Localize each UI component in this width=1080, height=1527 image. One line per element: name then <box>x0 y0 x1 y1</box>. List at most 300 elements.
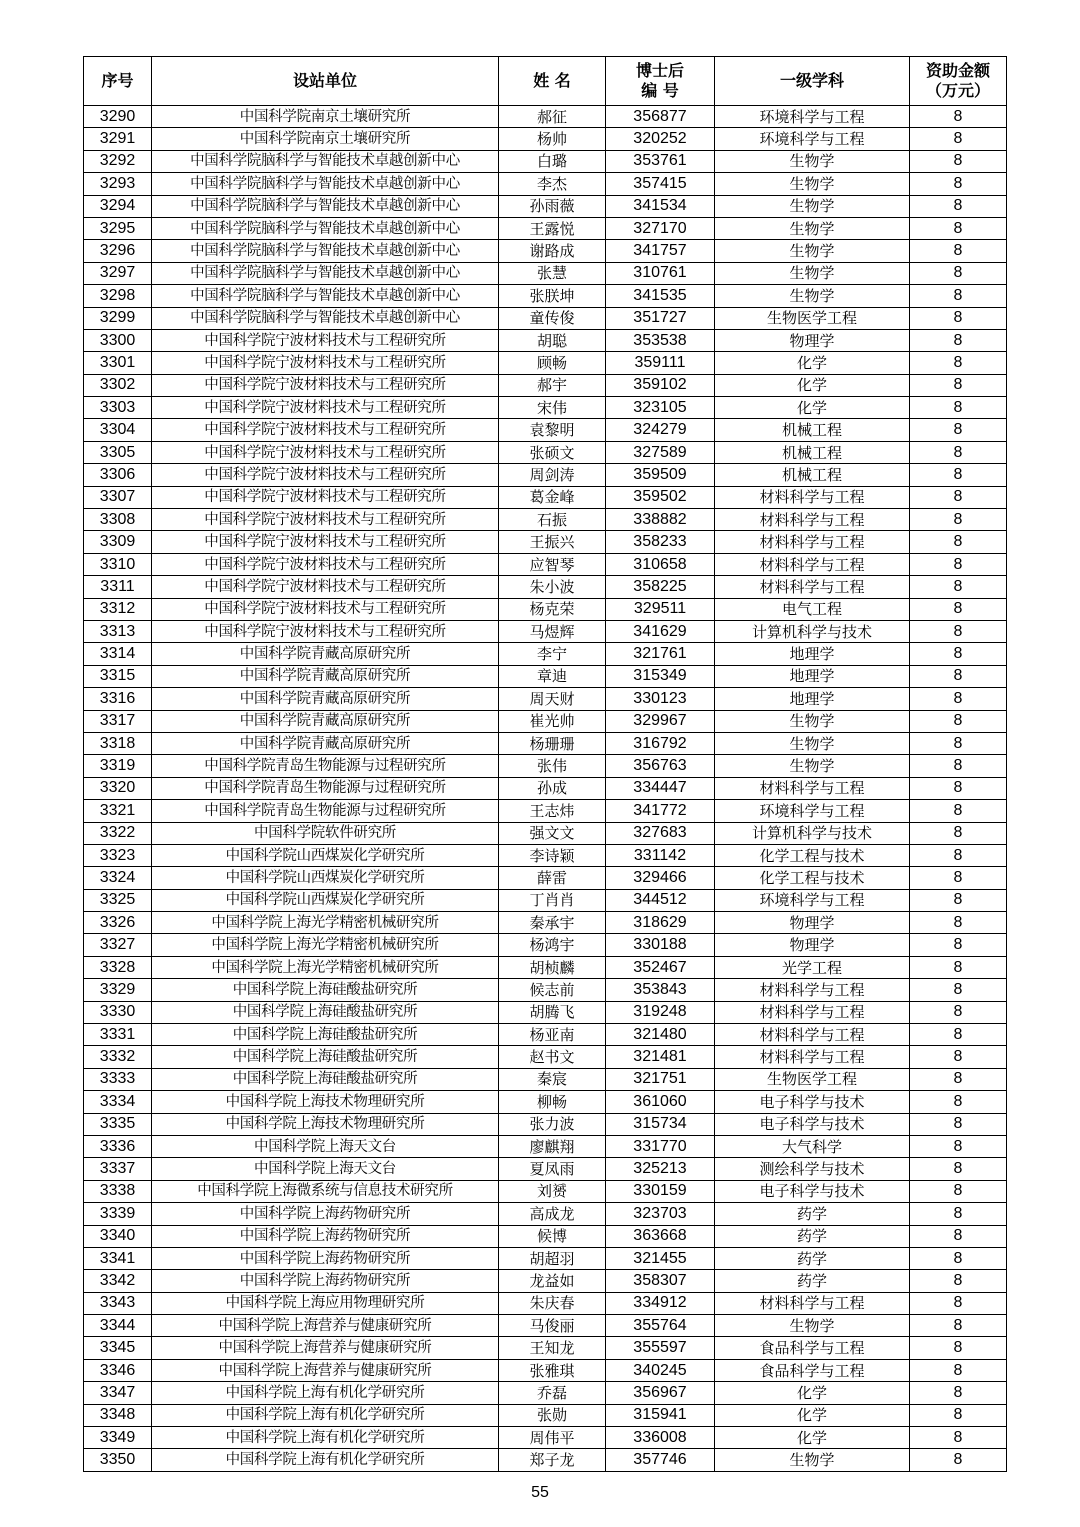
row-seq: 3313 <box>84 620 152 642</box>
row-unit: 中国科学院宁波材料技术与工程研究所 <box>152 553 499 575</box>
row-name: 杨珊珊 <box>499 732 606 754</box>
row-postdoc-id: 357746 <box>606 1449 715 1471</box>
row-postdoc-id: 341772 <box>606 800 715 822</box>
row-seq: 3307 <box>84 486 152 508</box>
row-amount: 8 <box>910 464 1007 486</box>
row-unit: 中国科学院上海有机化学研究所 <box>152 1404 499 1426</box>
row-seq: 3335 <box>84 1113 152 1135</box>
row-discipline: 化学 <box>715 352 910 374</box>
row-amount: 8 <box>910 240 1007 262</box>
row-discipline: 生物学 <box>715 285 910 307</box>
row-name: 龙益如 <box>499 1270 606 1292</box>
row-unit: 中国科学院宁波材料技术与工程研究所 <box>152 329 499 351</box>
table-row <box>84 665 1007 687</box>
row-discipline: 生物学 <box>715 150 910 172</box>
row-amount: 8 <box>910 710 1007 732</box>
row-unit: 中国科学院脑科学与智能技术卓越创新中心 <box>152 195 499 217</box>
row-seq: 3348 <box>84 1404 152 1426</box>
row-discipline: 材料科学与工程 <box>715 486 910 508</box>
row-amount: 8 <box>910 844 1007 866</box>
table-row <box>84 419 1007 441</box>
table-row <box>84 1113 1007 1135</box>
row-amount: 8 <box>910 867 1007 889</box>
row-name: 胡桢麟 <box>499 956 606 978</box>
row-postdoc-id: 330159 <box>606 1180 715 1202</box>
row-amount: 8 <box>910 822 1007 844</box>
row-name: 秦承宇 <box>499 912 606 934</box>
row-discipline: 材料科学与工程 <box>715 1024 910 1046</box>
row-name: 赵书文 <box>499 1046 606 1068</box>
row-name: 秦宸 <box>499 1068 606 1090</box>
row-postdoc-id: 363668 <box>606 1225 715 1247</box>
row-unit: 中国科学院南京土壤研究所 <box>152 128 499 150</box>
row-seq: 3341 <box>84 1247 152 1269</box>
row-unit: 中国科学院上海营养与健康研究所 <box>152 1337 499 1359</box>
row-seq: 3302 <box>84 374 152 396</box>
row-discipline: 材料科学与工程 <box>715 509 910 531</box>
row-unit: 中国科学院上海药物研究所 <box>152 1270 499 1292</box>
row-amount: 8 <box>910 1113 1007 1135</box>
row-amount: 8 <box>910 1135 1007 1157</box>
row-unit: 中国科学院脑科学与智能技术卓越创新中心 <box>152 150 499 172</box>
table-row <box>84 329 1007 351</box>
row-discipline: 计算机科学与技术 <box>715 822 910 844</box>
table-row <box>84 1292 1007 1314</box>
row-seq: 3306 <box>84 464 152 486</box>
row-discipline: 生物学 <box>715 755 910 777</box>
row-discipline: 环境科学与工程 <box>715 889 910 911</box>
row-postdoc-id: 359502 <box>606 486 715 508</box>
row-postdoc-id: 310761 <box>606 262 715 284</box>
row-postdoc-id: 330188 <box>606 934 715 956</box>
row-seq: 3304 <box>84 419 152 441</box>
row-seq: 3298 <box>84 285 152 307</box>
row-discipline: 环境科学与工程 <box>715 128 910 150</box>
row-seq: 3308 <box>84 509 152 531</box>
row-amount: 8 <box>910 643 1007 665</box>
row-seq: 3325 <box>84 889 152 911</box>
row-postdoc-id: 330123 <box>606 688 715 710</box>
row-name: 张伟 <box>499 755 606 777</box>
row-name: 崔光帅 <box>499 710 606 732</box>
row-name: 石振 <box>499 509 606 531</box>
row-name: 周剑涛 <box>499 464 606 486</box>
row-unit: 中国科学院上海硅酸盐研究所 <box>152 979 499 1001</box>
row-seq: 3303 <box>84 397 152 419</box>
table-row <box>84 1046 1007 1068</box>
row-discipline: 化学工程与技术 <box>715 867 910 889</box>
row-discipline: 材料科学与工程 <box>715 531 910 553</box>
row-name: 王志炜 <box>499 800 606 822</box>
row-postdoc-id: 353538 <box>606 329 715 351</box>
row-discipline: 电子科学与技术 <box>715 1091 910 1113</box>
row-unit: 中国科学院上海天文台 <box>152 1158 499 1180</box>
row-discipline: 药学 <box>715 1247 910 1269</box>
row-discipline: 电子科学与技术 <box>715 1113 910 1135</box>
row-discipline: 材料科学与工程 <box>715 1292 910 1314</box>
row-seq: 3336 <box>84 1135 152 1157</box>
table-row <box>84 1427 1007 1449</box>
row-amount: 8 <box>910 217 1007 239</box>
row-postdoc-id: 324279 <box>606 419 715 441</box>
row-discipline: 物理学 <box>715 934 910 956</box>
row-amount: 8 <box>910 173 1007 195</box>
row-seq: 3329 <box>84 979 152 1001</box>
row-seq: 3346 <box>84 1359 152 1381</box>
row-unit: 中国科学院上海技术物理研究所 <box>152 1091 499 1113</box>
row-discipline: 环境科学与工程 <box>715 800 910 822</box>
row-unit: 中国科学院上海有机化学研究所 <box>152 1382 499 1404</box>
row-postdoc-id: 355764 <box>606 1315 715 1337</box>
row-discipline: 大气科学 <box>715 1135 910 1157</box>
row-unit: 中国科学院青岛生物能源与过程研究所 <box>152 777 499 799</box>
row-name: 丁肖肖 <box>499 889 606 911</box>
row-amount: 8 <box>910 150 1007 172</box>
row-postdoc-id: 338882 <box>606 509 715 531</box>
row-name: 谢路成 <box>499 240 606 262</box>
row-seq: 3342 <box>84 1270 152 1292</box>
row-seq: 3293 <box>84 173 152 195</box>
row-amount: 8 <box>910 329 1007 351</box>
row-postdoc-id: 320252 <box>606 128 715 150</box>
row-discipline: 化学 <box>715 1404 910 1426</box>
table-row <box>84 509 1007 531</box>
row-name: 马煜辉 <box>499 620 606 642</box>
row-unit: 中国科学院上海技术物理研究所 <box>152 1113 499 1135</box>
row-name: 张硕文 <box>499 441 606 463</box>
row-unit: 中国科学院南京土壤研究所 <box>152 106 499 128</box>
row-seq: 3316 <box>84 688 152 710</box>
row-unit: 中国科学院上海营养与健康研究所 <box>152 1315 499 1337</box>
row-postdoc-id: 358307 <box>606 1270 715 1292</box>
row-seq: 3310 <box>84 553 152 575</box>
row-unit: 中国科学院上海硅酸盐研究所 <box>152 1068 499 1090</box>
row-seq: 3349 <box>84 1427 152 1449</box>
table-row <box>84 1091 1007 1113</box>
table-header-row <box>84 57 1007 106</box>
table-row <box>84 486 1007 508</box>
table-row <box>84 732 1007 754</box>
row-unit: 中国科学院宁波材料技术与工程研究所 <box>152 464 499 486</box>
row-postdoc-id: 331142 <box>606 844 715 866</box>
row-name: 李诗颖 <box>499 844 606 866</box>
row-postdoc-id: 321481 <box>606 1046 715 1068</box>
row-amount: 8 <box>910 1404 1007 1426</box>
row-seq: 3321 <box>84 800 152 822</box>
row-postdoc-id: 321480 <box>606 1024 715 1046</box>
table-row <box>84 800 1007 822</box>
row-postdoc-id: 336008 <box>606 1427 715 1449</box>
row-discipline: 化学 <box>715 374 910 396</box>
row-name: 胡聪 <box>499 329 606 351</box>
row-amount: 8 <box>910 912 1007 934</box>
row-discipline: 化学 <box>715 1382 910 1404</box>
row-discipline: 生物学 <box>715 1315 910 1337</box>
row-seq: 3311 <box>84 576 152 598</box>
row-discipline: 材料科学与工程 <box>715 1001 910 1023</box>
row-seq: 3290 <box>84 106 152 128</box>
row-amount: 8 <box>910 1382 1007 1404</box>
row-seq: 3338 <box>84 1180 152 1202</box>
row-postdoc-id: 341534 <box>606 195 715 217</box>
row-unit: 中国科学院脑科学与智能技术卓越创新中心 <box>152 262 499 284</box>
row-seq: 3296 <box>84 240 152 262</box>
row-name: 胡超羽 <box>499 1247 606 1269</box>
table-row <box>84 195 1007 217</box>
row-seq: 3324 <box>84 867 152 889</box>
row-unit: 中国科学院宁波材料技术与工程研究所 <box>152 620 499 642</box>
row-amount: 8 <box>910 106 1007 128</box>
row-discipline: 测绘科学与技术 <box>715 1158 910 1180</box>
row-seq: 3340 <box>84 1225 152 1247</box>
row-name: 童传俊 <box>499 307 606 329</box>
row-postdoc-id: 319248 <box>606 1001 715 1023</box>
row-postdoc-id: 358233 <box>606 531 715 553</box>
row-seq: 3300 <box>84 329 152 351</box>
row-seq: 3319 <box>84 755 152 777</box>
table-row <box>84 710 1007 732</box>
row-amount: 8 <box>910 1292 1007 1314</box>
row-name: 候志前 <box>499 979 606 1001</box>
row-amount: 8 <box>910 956 1007 978</box>
row-name: 杨亚南 <box>499 1024 606 1046</box>
table-row <box>84 1158 1007 1180</box>
row-discipline: 地理学 <box>715 643 910 665</box>
row-amount: 8 <box>910 1247 1007 1269</box>
row-unit: 中国科学院宁波材料技术与工程研究所 <box>152 352 499 374</box>
row-unit: 中国科学院上海药物研究所 <box>152 1203 499 1225</box>
row-amount: 8 <box>910 1180 1007 1202</box>
row-amount: 8 <box>910 1001 1007 1023</box>
row-name: 夏凤雨 <box>499 1158 606 1180</box>
row-seq: 3305 <box>84 441 152 463</box>
row-amount: 8 <box>910 1427 1007 1449</box>
row-name: 刘赟 <box>499 1180 606 1202</box>
row-seq: 3343 <box>84 1292 152 1314</box>
row-discipline: 生物学 <box>715 240 910 262</box>
row-unit: 中国科学院宁波材料技术与工程研究所 <box>152 486 499 508</box>
funding-table <box>83 56 1007 1472</box>
row-amount: 8 <box>910 1068 1007 1090</box>
header-amount-line2: （万元） <box>925 81 990 100</box>
row-unit: 中国科学院脑科学与智能技术卓越创新中心 <box>152 285 499 307</box>
row-amount: 8 <box>910 307 1007 329</box>
row-amount: 8 <box>910 1449 1007 1471</box>
row-unit: 中国科学院宁波材料技术与工程研究所 <box>152 441 499 463</box>
row-discipline: 电气工程 <box>715 598 910 620</box>
row-unit: 中国科学院上海光学精密机械研究所 <box>152 956 499 978</box>
table-row <box>84 150 1007 172</box>
row-name: 王知龙 <box>499 1337 606 1359</box>
row-postdoc-id: 321751 <box>606 1068 715 1090</box>
row-seq: 3333 <box>84 1068 152 1090</box>
row-discipline: 药学 <box>715 1203 910 1225</box>
row-name: 朱小波 <box>499 576 606 598</box>
row-name: 章迪 <box>499 665 606 687</box>
row-seq: 3322 <box>84 822 152 844</box>
row-postdoc-id: 341535 <box>606 285 715 307</box>
row-postdoc-id: 353761 <box>606 150 715 172</box>
table-row <box>84 620 1007 642</box>
row-postdoc-id: 329466 <box>606 867 715 889</box>
header-amount-line1: 资助金额 <box>925 61 990 80</box>
row-seq: 3301 <box>84 352 152 374</box>
row-discipline: 化学 <box>715 397 910 419</box>
row-name: 李杰 <box>499 173 606 195</box>
row-amount: 8 <box>910 800 1007 822</box>
row-amount: 8 <box>910 889 1007 911</box>
row-amount: 8 <box>910 553 1007 575</box>
row-amount: 8 <box>910 665 1007 687</box>
row-name: 葛金峰 <box>499 486 606 508</box>
row-name: 周伟平 <box>499 1427 606 1449</box>
table-row <box>84 1315 1007 1337</box>
table-row <box>84 531 1007 553</box>
row-name: 袁黎明 <box>499 419 606 441</box>
row-amount: 8 <box>910 1337 1007 1359</box>
row-discipline: 机械工程 <box>715 441 910 463</box>
row-seq: 3350 <box>84 1449 152 1471</box>
row-seq: 3309 <box>84 531 152 553</box>
row-amount: 8 <box>910 979 1007 1001</box>
table-row <box>84 1270 1007 1292</box>
table-row <box>84 285 1007 307</box>
row-postdoc-id: 334447 <box>606 777 715 799</box>
row-name: 薛雷 <box>499 867 606 889</box>
row-seq: 3327 <box>84 934 152 956</box>
row-name: 强文文 <box>499 822 606 844</box>
row-amount: 8 <box>910 486 1007 508</box>
row-seq: 3294 <box>84 195 152 217</box>
row-unit: 中国科学院脑科学与智能技术卓越创新中心 <box>152 173 499 195</box>
table-row <box>84 553 1007 575</box>
table-row <box>84 598 1007 620</box>
table-row <box>84 867 1007 889</box>
row-name: 郝征 <box>499 106 606 128</box>
row-name: 孙雨薇 <box>499 195 606 217</box>
row-amount: 8 <box>910 620 1007 642</box>
row-name: 孙成 <box>499 777 606 799</box>
table-row <box>84 217 1007 239</box>
table-row <box>84 777 1007 799</box>
row-seq: 3315 <box>84 665 152 687</box>
table-row <box>84 374 1007 396</box>
row-name: 柳畅 <box>499 1091 606 1113</box>
table-row <box>84 128 1007 150</box>
row-postdoc-id: 356877 <box>606 106 715 128</box>
row-discipline: 地理学 <box>715 688 910 710</box>
row-unit: 中国科学院脑科学与智能技术卓越创新中心 <box>152 307 499 329</box>
row-postdoc-id: 361060 <box>606 1091 715 1113</box>
row-amount: 8 <box>910 1359 1007 1381</box>
row-name: 张雅琪 <box>499 1359 606 1381</box>
row-discipline: 生物学 <box>715 217 910 239</box>
row-amount: 8 <box>910 397 1007 419</box>
row-discipline: 材料科学与工程 <box>715 979 910 1001</box>
row-postdoc-id: 358225 <box>606 576 715 598</box>
row-unit: 中国科学院青藏高原研究所 <box>152 643 499 665</box>
row-seq: 3318 <box>84 732 152 754</box>
row-amount: 8 <box>910 732 1007 754</box>
table-row <box>84 956 1007 978</box>
page-number: 55 <box>531 1484 549 1501</box>
row-postdoc-id: 357415 <box>606 173 715 195</box>
table-row <box>84 1225 1007 1247</box>
table-row <box>84 1024 1007 1046</box>
table-row <box>84 173 1007 195</box>
row-postdoc-id: 351727 <box>606 307 715 329</box>
row-unit: 中国科学院上海微系统与信息技术研究所 <box>152 1180 499 1202</box>
row-postdoc-id: 321455 <box>606 1247 715 1269</box>
row-unit: 中国科学院青藏高原研究所 <box>152 710 499 732</box>
table-row <box>84 979 1007 1001</box>
table-row <box>84 1068 1007 1090</box>
row-seq: 3326 <box>84 912 152 934</box>
row-seq: 3291 <box>84 128 152 150</box>
row-postdoc-id: 316792 <box>606 732 715 754</box>
row-discipline: 计算机科学与技术 <box>715 620 910 642</box>
row-amount: 8 <box>910 777 1007 799</box>
row-seq: 3331 <box>84 1024 152 1046</box>
row-discipline: 物理学 <box>715 912 910 934</box>
header-amount <box>910 57 1007 106</box>
row-unit: 中国科学院宁波材料技术与工程研究所 <box>152 509 499 531</box>
row-name: 张朕坤 <box>499 285 606 307</box>
row-unit: 中国科学院宁波材料技术与工程研究所 <box>152 374 499 396</box>
row-amount: 8 <box>910 128 1007 150</box>
row-unit: 中国科学院宁波材料技术与工程研究所 <box>152 531 499 553</box>
row-unit: 中国科学院山西煤炭化学研究所 <box>152 889 499 911</box>
table-row <box>84 1247 1007 1269</box>
row-seq: 3330 <box>84 1001 152 1023</box>
row-name: 郑子龙 <box>499 1449 606 1471</box>
row-discipline: 生物学 <box>715 732 910 754</box>
row-name: 朱庆春 <box>499 1292 606 1314</box>
table-row <box>84 1135 1007 1157</box>
table-row <box>84 441 1007 463</box>
row-seq: 3295 <box>84 217 152 239</box>
row-amount: 8 <box>910 1024 1007 1046</box>
row-discipline: 食品科学与工程 <box>715 1337 910 1359</box>
row-discipline: 材料科学与工程 <box>715 553 910 575</box>
row-postdoc-id: 344512 <box>606 889 715 911</box>
row-discipline: 环境科学与工程 <box>715 106 910 128</box>
table-row <box>84 1449 1007 1471</box>
row-unit: 中国科学院青藏高原研究所 <box>152 665 499 687</box>
table-row <box>84 1359 1007 1381</box>
row-name: 张力波 <box>499 1113 606 1135</box>
row-postdoc-id: 315734 <box>606 1113 715 1135</box>
table-row <box>84 889 1007 911</box>
row-discipline: 生物学 <box>715 1449 910 1471</box>
table-row <box>84 1180 1007 1202</box>
row-name: 马俊丽 <box>499 1315 606 1337</box>
row-discipline: 物理学 <box>715 329 910 351</box>
row-seq: 3344 <box>84 1315 152 1337</box>
row-amount: 8 <box>910 1203 1007 1225</box>
row-postdoc-id: 356763 <box>606 755 715 777</box>
row-seq: 3332 <box>84 1046 152 1068</box>
row-seq: 3345 <box>84 1337 152 1359</box>
row-amount: 8 <box>910 262 1007 284</box>
table-row <box>84 397 1007 419</box>
row-seq: 3312 <box>84 598 152 620</box>
table-row <box>84 822 1007 844</box>
row-unit: 中国科学院上海天文台 <box>152 1135 499 1157</box>
header-postdoc-id-line1: 博士后 <box>635 61 684 80</box>
row-unit: 中国科学院上海营养与健康研究所 <box>152 1359 499 1381</box>
row-discipline: 生物医学工程 <box>715 307 910 329</box>
